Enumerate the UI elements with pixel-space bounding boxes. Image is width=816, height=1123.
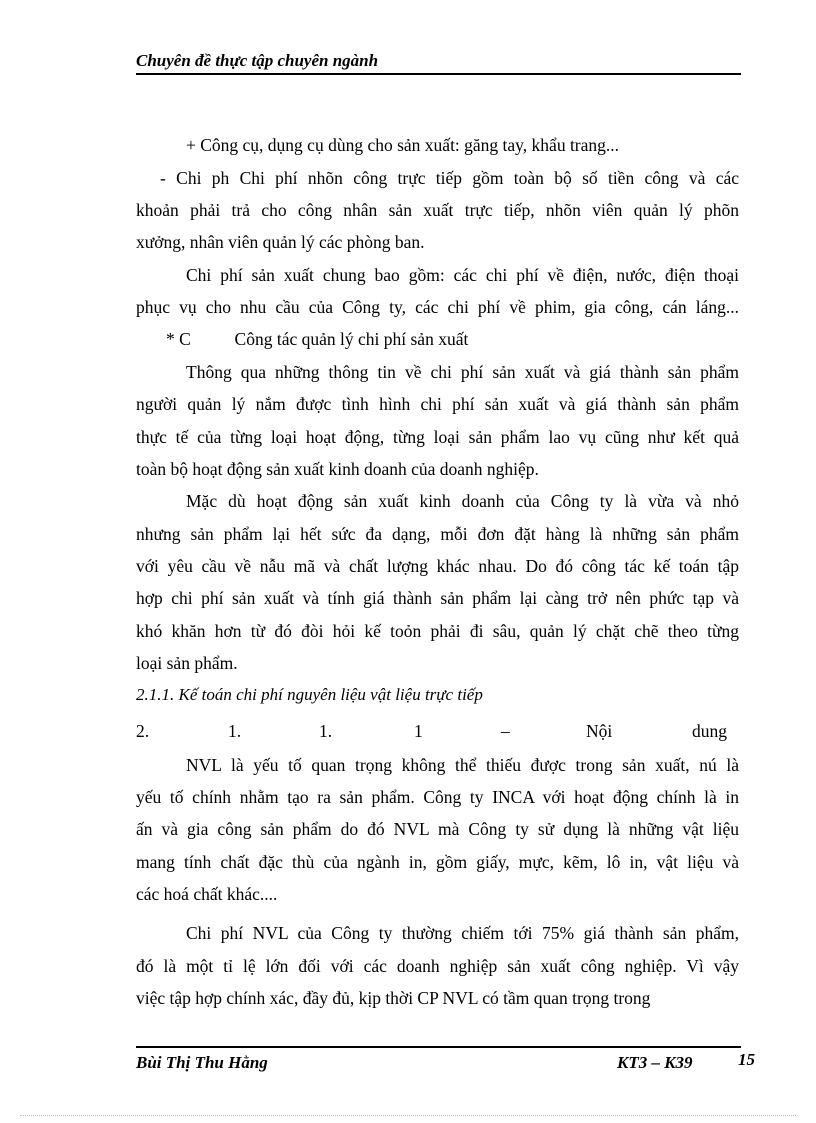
num-part: 1. xyxy=(319,721,333,741)
paragraph-line: hợp chi phí sản xuất và tính giá thành sản phẩm lại càng trở nên phức tạp và xyxy=(136,588,739,608)
paragraph-line: người quản lý nắm được tình hình chi phí sản xuất và giá thành sản phẩm xyxy=(136,394,739,414)
page-number: 15 xyxy=(738,1050,755,1069)
paragraph-line: các hoá chất khác.... xyxy=(136,884,278,904)
header-title: Chuyên đề thực tập chuyên ngành xyxy=(136,51,379,70)
num-part: dung xyxy=(692,721,727,741)
numbered-heading xyxy=(136,721,739,743)
footer-author: Bùi Thị Thu Hằng xyxy=(136,1053,268,1072)
paragraph-line: Mặc dù hoạt động sản xuất kinh doanh của Công ty là vừa và nhỏ xyxy=(186,491,739,511)
paragraph-line: phục vụ cho nhu cầu của Công ty, các chi phí về phim, gia công, cán láng... xyxy=(136,297,739,317)
paragraph-line: - Chi ph Chi phí nhõn công trực tiếp gồm toàn bộ số tiền công và các xyxy=(160,168,739,188)
page-bottom-edge xyxy=(20,1115,796,1116)
paragraph-line: NVL là yếu tố quan trọng không thể thiếu được trong sản xuất, nú là xyxy=(186,755,739,775)
page-header xyxy=(136,49,741,75)
paragraph-line: đó là một tỉ lệ lớn đối với các doanh nghiệp sản xuất công nghiệp. Vì vậy xyxy=(136,956,739,976)
num-part: – xyxy=(501,721,510,741)
num-part: 2. xyxy=(136,721,150,741)
num-part: 1. xyxy=(228,721,242,741)
paragraph-line: với yêu cầu về nẫu mã và chất lượng khác nhau. Do đó công tác kế toán tập xyxy=(136,556,739,576)
paragraph-line: Thông qua những thông tin về chi phí sản xuất và giá thành sản phẩm xyxy=(186,362,739,382)
paragraph-line: Chi phí NVL của Công ty thường chiếm tới 75% giá thành sản phẩm, xyxy=(186,923,739,943)
paragraph-line: xưởng, nhân viên quản lý các phòng ban. xyxy=(136,232,425,252)
footer-divider xyxy=(136,1046,741,1048)
paragraph-line: khó khăn hơn từ đó đòi hỏi kế toỏn phải đi sâu, quản lý chặt chẽ theo từng xyxy=(136,621,739,641)
paragraph-line: yếu tố chính nhằm tạo ra sản phẩm. Công ty INCA với hoạt động chính là in xyxy=(136,787,739,807)
section-heading: 2.1.1. Kế toán chi phí nguyên liệu vật liệu trực tiếp xyxy=(136,685,483,704)
paragraph-line: loại sản phẩm. xyxy=(136,653,238,673)
paragraph-line: việc tập hợp chính xác, đầy đủ, kịp thời CP NVL có tầm quan trọng trong xyxy=(136,988,651,1008)
num-part: 1 xyxy=(414,721,423,741)
paragraph-line: thực tế của từng loại hoạt động, từng loại sản phẩm lao vụ cũng như kết quả xyxy=(136,427,739,447)
footer-class: KT3 – K39 xyxy=(617,1053,693,1072)
num-part: Nội xyxy=(586,721,613,741)
paragraph-line: toàn bộ hoạt động sản xuất kinh doanh của doanh nghiệp. xyxy=(136,459,539,479)
subsection-heading: * C Công tác quản lý chi phí sản xuất xyxy=(166,329,469,349)
paragraph-line: nhưng sản phẩm lại hết sức đa dạng, mỗi đơn đặt hàng là những sản phẩm xyxy=(136,524,739,544)
paragraph-line: Chi phí sản xuất chung bao gồm: các chi phí về điện, nước, điện thoại xyxy=(186,265,739,285)
paragraph-line: khoản phải trả cho công nhân sản xuất trực tiếp, nhõn viên quản lý phõn xyxy=(136,200,739,220)
paragraph-line: ấn và gia công sản phẩm do đó NVL mà Công ty sử dụng là những vật liệu xyxy=(136,819,739,839)
paragraph-line: mang tính chất đặc thù của ngành in, gồm giấy, mực, kẽm, lô in, vật liệu và xyxy=(136,852,739,872)
bullet-tools: + Công cụ, dụng cụ dùng cho sản xuất: găng tay, khẩu trang... xyxy=(186,135,620,155)
